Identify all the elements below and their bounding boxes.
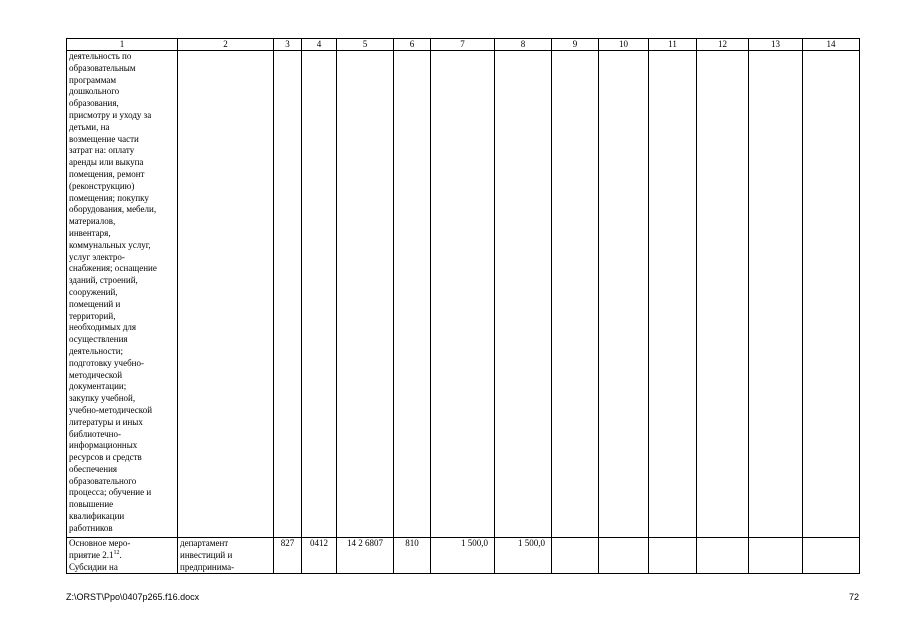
- table-cell: [67, 51, 178, 538]
- column-number: 14: [803, 39, 860, 51]
- column-number: 8: [495, 39, 552, 51]
- footer-file-path: Z:\ORST\Ppo\0407p265.f16.docx: [66, 592, 200, 602]
- table-cell: 1 500,0: [495, 538, 552, 574]
- table-cell: 14 2 6807: [337, 538, 394, 574]
- table-cell: 827: [274, 538, 302, 574]
- activity-title-part: Основное меро- приятие 2.1: [69, 538, 131, 560]
- column-number: 6: [394, 39, 431, 51]
- table-cell: [552, 51, 599, 538]
- department-name: департамент инвестиций и предпринима-: [180, 538, 235, 572]
- activity-description: деятельность по образовательным программам дошкольного образования, присмотру и уходу за детьми, на возмещение части затрат на: оплату аренды или выкупа помещения, ремонт (реконструкцию) помещения; покупку оборудования, мебели, материалов, инвентаря, коммунальных услуг, услуг электро- снабжения; оснащение зданий, строений, сооружений, помещений и территорий, необходимых для осуществления деятельности; подготовку учебно- методической документации; закупку учебной, учебно-методической литературы и иных библиотечно- информационных ресурсов и средств обеспечения образовательного процесса; обучение и повышение квалификации работников: [69, 51, 157, 533]
- table-cell: [749, 538, 803, 574]
- table-cell: [178, 51, 274, 538]
- table-cell: 1 500,0: [431, 538, 495, 574]
- column-number: 4: [302, 39, 337, 51]
- column-number-row: [67, 39, 860, 51]
- table-cell: [803, 538, 860, 574]
- table-cell: [749, 51, 803, 538]
- table-cell: [552, 538, 599, 574]
- budget-table: [66, 38, 860, 574]
- activity-title: [69, 538, 175, 573]
- column-number: 13: [749, 39, 803, 51]
- footnote-marker: 12: [113, 549, 120, 556]
- table-cell: [178, 538, 274, 574]
- column-number: 2: [178, 39, 274, 51]
- table-cell: 810: [394, 538, 431, 574]
- table-cell: 0412: [302, 538, 337, 574]
- column-number: 1: [67, 39, 178, 51]
- table-cell: [394, 51, 431, 538]
- table-row: [67, 51, 860, 538]
- column-number: 11: [649, 39, 697, 51]
- column-number: 9: [552, 39, 599, 51]
- table-cell: [274, 51, 302, 538]
- column-number: 10: [599, 39, 649, 51]
- column-number: 5: [337, 39, 394, 51]
- table-cell: [495, 51, 552, 538]
- table-cell: [649, 538, 697, 574]
- table-cell: [803, 51, 860, 538]
- table-cell: [697, 51, 749, 538]
- table-cell: [649, 51, 697, 538]
- table-cell: [431, 51, 495, 538]
- table-cell: [337, 51, 394, 538]
- table-row: [67, 538, 860, 574]
- table-cell: [599, 51, 649, 538]
- column-number: 7: [431, 39, 495, 51]
- table-cell: [67, 538, 178, 574]
- column-number: 12: [697, 39, 749, 51]
- activity-title-part: . Субсидии на: [69, 549, 122, 572]
- column-number: 3: [274, 39, 302, 51]
- table-cell: [697, 538, 749, 574]
- page-number: 72: [848, 592, 859, 602]
- table-cell: [599, 538, 649, 574]
- table-cell: [302, 51, 337, 538]
